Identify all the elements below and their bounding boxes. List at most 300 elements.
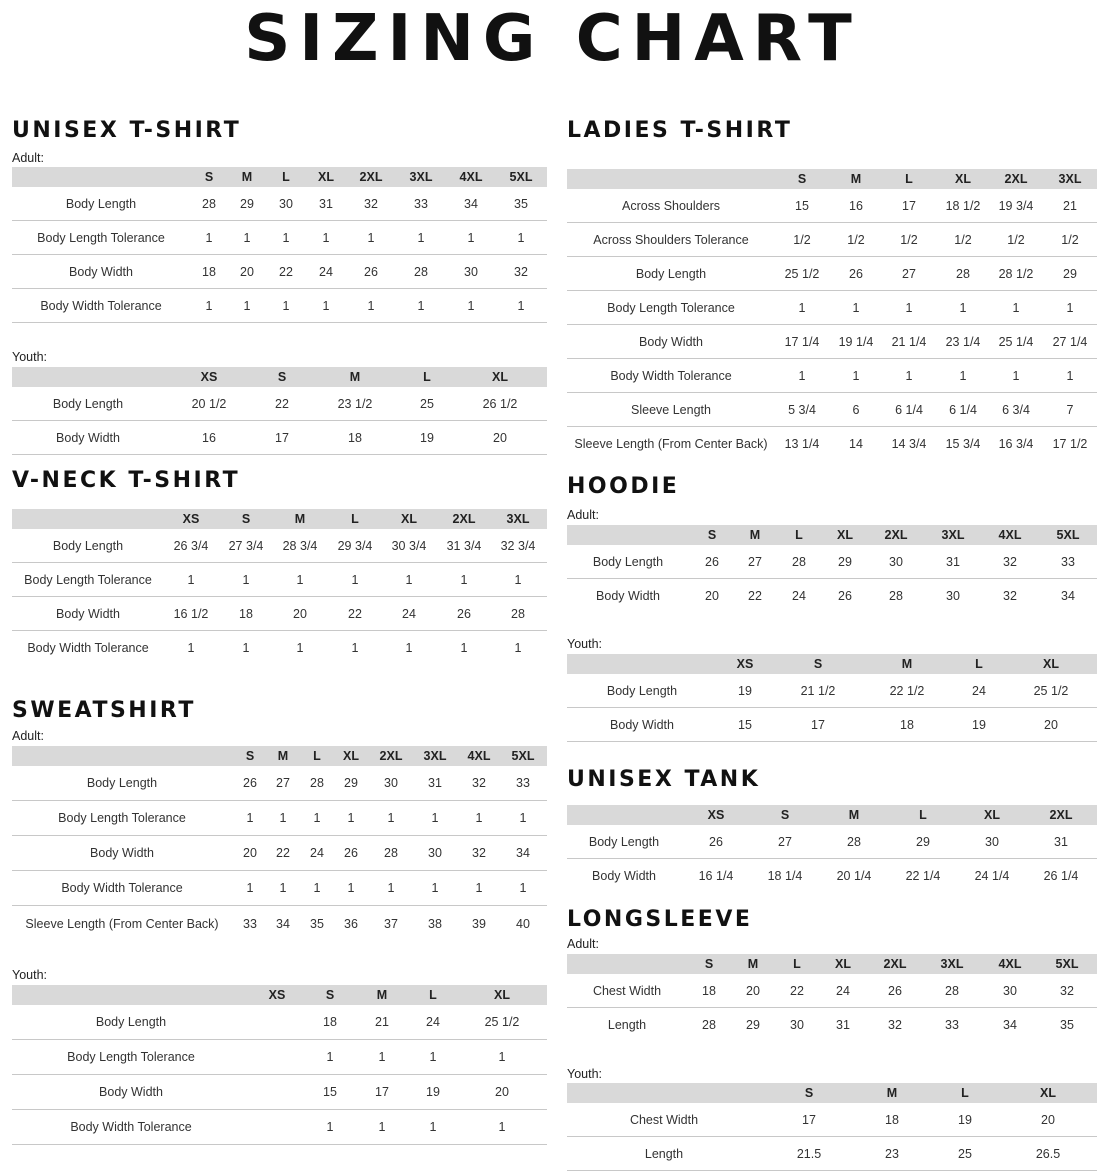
- ladies-tshirt-value-cell: 15: [795, 198, 809, 213]
- vneck-tshirt-table-row: [12, 597, 547, 631]
- unisex-tshirt-adult-value-cell: 32: [514, 264, 528, 279]
- sweatshirt-youth-table-row: [12, 1110, 547, 1145]
- sweatshirt-adult-value-cell: 34: [276, 916, 290, 931]
- longsleeve-youth-table: [567, 1083, 1097, 1171]
- ladies-tshirt-value-cell: 6 1/4: [895, 402, 923, 417]
- ladies-tshirt-value-cell: 1: [1012, 368, 1020, 383]
- longsleeve-adult-value-cell: 31: [836, 1018, 850, 1032]
- ladies-tshirt-value-cell: 1/2: [847, 232, 865, 247]
- ladies-tshirt-value-cell: 16 3/4: [998, 437, 1034, 451]
- hoodie-youth-size-header: XS: [736, 657, 754, 671]
- unisex-tshirt-adult-value-cell: 1: [417, 230, 425, 245]
- hoodie-youth-table: [567, 654, 1097, 742]
- unisex-tshirt-youth-value-cell: 23 1/2: [337, 396, 373, 411]
- sweatshirt-adult-value-cell: 1: [347, 811, 355, 825]
- ladies-tshirt-size-header: S: [797, 172, 807, 186]
- unisex-tshirt-youth-value-cell: 22: [275, 396, 289, 411]
- section-title-vneck-tshirt: V-NECK T-SHIRT: [12, 468, 241, 493]
- sweatshirt-adult-value-cell: 22: [276, 846, 290, 860]
- ladies-tshirt-value-cell: 17 1/2: [1052, 437, 1088, 451]
- unisex-tshirt-adult-size-header: 3XL: [409, 170, 433, 184]
- vneck-tshirt-size-header: XL: [401, 512, 417, 526]
- unisex-tshirt-youth-size-header: L: [423, 370, 431, 384]
- sweatshirt-youth-value-cell: 25 1/2: [484, 1015, 520, 1029]
- sweatshirt-adult-size-header: M: [277, 749, 289, 763]
- vneck-tshirt-table-row: [12, 631, 547, 665]
- unisex-tank-table-row: [567, 859, 1097, 893]
- vneck-tshirt-header-row: [12, 509, 547, 529]
- longsleeve-adult-value-cell: 24: [836, 983, 850, 998]
- sweatshirt-adult-value-cell: 33: [516, 776, 530, 790]
- unisex-tshirt-adult-table: [12, 167, 547, 323]
- sweatshirt-adult-value-cell: 36: [344, 916, 358, 931]
- section-title-ladies-tshirt: LADIES T-SHIRT: [567, 118, 793, 143]
- longsleeve-youth-value-cell: 17: [802, 1112, 816, 1127]
- sweatshirt-adult-value-cell: 20: [243, 846, 257, 860]
- vneck-tshirt-value-cell: 24: [402, 606, 416, 621]
- ladies-tshirt-value-cell: 15 3/4: [945, 437, 981, 451]
- unisex-tank-row-label: Body Length: [588, 834, 660, 849]
- longsleeve-adult-table: [567, 954, 1097, 1042]
- sweatshirt-youth-header-row: [12, 985, 547, 1005]
- sweatshirt-adult-value-cell: 1: [279, 811, 287, 825]
- hoodie-youth-value-cell: 18: [900, 717, 914, 732]
- sweatshirt-adult-value-cell: 1: [246, 881, 254, 895]
- unisex-tshirt-adult-value-cell: 1: [322, 298, 330, 313]
- sweatshirt-youth-value-cell: 1: [378, 1120, 386, 1134]
- vneck-tshirt-size-header: L: [351, 512, 359, 526]
- vneck-tshirt-size-header: 3XL: [506, 512, 530, 526]
- longsleeve-adult-value-cell: 29: [746, 1018, 760, 1032]
- unisex-tshirt-adult-value-cell: 29: [240, 196, 254, 211]
- sweatshirt-youth-row-label: Body Length Tolerance: [67, 1050, 195, 1064]
- sweatshirt-adult-value-cell: 30: [384, 776, 398, 790]
- hoodie-adult-value-cell: 20: [705, 589, 719, 603]
- sweatshirt-youth-table-row: [12, 1005, 547, 1040]
- ladies-tshirt-table-row: [567, 359, 1097, 393]
- vneck-tshirt-value-cell: 30 3/4: [391, 538, 427, 553]
- sweatshirt-adult-value-cell: 26: [243, 776, 257, 790]
- longsleeve-adult-value-cell: 32: [1060, 983, 1074, 998]
- longsleeve-adult-row-label: Length: [607, 1018, 647, 1032]
- unisex-tshirt-youth-row-label: Body Width: [56, 430, 120, 445]
- section-title-unisex-tank: UNISEX TANK: [567, 767, 761, 792]
- unisex-tshirt-youth-header-row: [12, 367, 547, 387]
- sweatshirt-youth-value-cell: [247, 1075, 307, 1109]
- ladies-tshirt-row-label: Body Length: [635, 266, 707, 281]
- ladies-tshirt-row-label: Sleeve Length (From Center Back): [574, 437, 768, 451]
- hoodie-adult-table: [567, 525, 1097, 613]
- unisex-tshirt-adult-value-cell: 1: [367, 298, 375, 313]
- sweatshirt-adult-value-cell: 1: [313, 881, 321, 895]
- sweatshirt-youth-size-header: L: [429, 988, 437, 1002]
- ladies-tshirt-value-cell: 1/2: [900, 232, 918, 247]
- unisex-tank-value-cell: 22 1/4: [905, 869, 941, 883]
- hoodie-adult-value-cell: 32: [1003, 589, 1017, 603]
- unisex-tshirt-adult-value-cell: 1: [322, 230, 330, 245]
- ladies-tshirt-table-row: [567, 257, 1097, 291]
- vneck-tshirt-value-cell: 1: [405, 641, 413, 655]
- unisex-tshirt-adult-value-cell: 1: [517, 298, 525, 313]
- ladies-tshirt-value-cell: 1: [852, 300, 860, 315]
- unisex-tshirt-youth-value-cell: 25: [420, 396, 434, 411]
- unisex-tshirt-adult-size-header: 5XL: [509, 170, 533, 184]
- unisex-tshirt-adult-value-cell: 33: [414, 196, 428, 211]
- hoodie-adult-value-cell: 22: [748, 589, 762, 603]
- unisex-tshirt-adult-label: Adult:: [12, 151, 44, 165]
- longsleeve-adult-value-cell: 26: [888, 983, 902, 998]
- sweatshirt-adult-size-header: 5XL: [511, 749, 535, 763]
- sweatshirt-youth-table: [12, 985, 547, 1145]
- vneck-tshirt-size-header: S: [241, 512, 251, 526]
- unisex-tshirt-adult-value-cell: 1: [467, 298, 475, 313]
- unisex-tshirt-adult-size-header: 2XL: [359, 170, 383, 184]
- sweatshirt-adult-value-cell: 29: [344, 776, 358, 790]
- unisex-tshirt-adult-size-header: 4XL: [459, 170, 483, 184]
- sweatshirt-adult-row-label: Body Length Tolerance: [58, 811, 186, 825]
- sweatshirt-adult-value-cell: 32: [472, 846, 486, 860]
- vneck-tshirt-value-cell: 26 3/4: [173, 538, 209, 553]
- ladies-tshirt-value-cell: 19 3/4: [998, 198, 1034, 213]
- unisex-tshirt-adult-value-cell: 1: [282, 298, 290, 313]
- hoodie-adult-size-header: S: [707, 528, 717, 542]
- unisex-tshirt-adult-value-cell: 1: [517, 230, 525, 245]
- ladies-tshirt-table-row: [567, 291, 1097, 325]
- ladies-tshirt-value-cell: 6 3/4: [1002, 402, 1030, 417]
- hoodie-adult-value-cell: 24: [792, 589, 806, 603]
- longsleeve-adult-table-row: [567, 974, 1097, 1008]
- section-title-longsleeve: LONGSLEEVE: [567, 907, 753, 932]
- unisex-tshirt-youth-size-header: S: [277, 370, 287, 384]
- unisex-tshirt-adult-row-label: Body Width: [69, 264, 133, 279]
- sweatshirt-adult-value-cell: 1: [475, 811, 483, 825]
- unisex-tshirt-adult-table-row: [12, 255, 547, 289]
- sweatshirt-adult-value-cell: 1: [519, 811, 527, 825]
- longsleeve-youth-size-header: L: [961, 1086, 969, 1100]
- unisex-tshirt-adult-table-row: [12, 289, 547, 323]
- ladies-tshirt-value-cell: 27: [902, 266, 916, 281]
- vneck-tshirt-value-cell: 29 3/4: [337, 538, 373, 553]
- hoodie-adult-value-cell: 31: [946, 554, 960, 569]
- ladies-tshirt-value-cell: 1: [905, 368, 913, 383]
- longsleeve-youth-value-cell: 19: [958, 1112, 972, 1127]
- longsleeve-youth-value-cell: 23: [885, 1146, 899, 1161]
- sweatshirt-youth-value-cell: 1: [326, 1120, 334, 1134]
- unisex-tank-value-cell: 26: [709, 834, 723, 849]
- longsleeve-youth-row-label: Length: [644, 1146, 684, 1161]
- unisex-tshirt-adult-row-label: Body Length Tolerance: [37, 230, 165, 245]
- hoodie-youth-label: Youth:: [567, 637, 602, 651]
- unisex-tshirt-adult-row-label: Body Length: [65, 196, 137, 211]
- vneck-tshirt-value-cell: 1: [460, 572, 468, 587]
- sweatshirt-adult-value-cell: 1: [279, 881, 287, 895]
- sweatshirt-youth-size-header: XL: [494, 988, 510, 1002]
- unisex-tshirt-adult-size-header: L: [282, 170, 290, 184]
- hoodie-adult-value-cell: 28: [792, 554, 806, 569]
- longsleeve-adult-size-header: S: [704, 957, 714, 971]
- vneck-tshirt-row-label: Body Length: [52, 538, 124, 553]
- unisex-tshirt-youth-size-header: M: [349, 370, 361, 384]
- ladies-tshirt-value-cell: 28 1/2: [998, 266, 1034, 281]
- sweatshirt-adult-value-cell: 31: [428, 776, 442, 790]
- section-title-unisex-tshirt: UNISEX T-SHIRT: [12, 118, 242, 143]
- unisex-tshirt-adult-value-cell: 1: [367, 230, 375, 245]
- unisex-tshirt-youth-size-header: XS: [200, 370, 218, 384]
- sweatshirt-adult-value-cell: 1: [475, 881, 483, 895]
- ladies-tshirt-header-row: [567, 169, 1097, 189]
- sweatshirt-youth-value-cell: 24: [426, 1015, 440, 1029]
- sweatshirt-adult-size-header: 2XL: [379, 749, 403, 763]
- unisex-tank-row-label: Body Width: [592, 869, 656, 883]
- unisex-tshirt-adult-value-cell: 35: [514, 196, 528, 211]
- ladies-tshirt-value-cell: 1/2: [793, 232, 811, 247]
- ladies-tshirt-value-cell: 14: [849, 437, 863, 451]
- longsleeve-youth-size-header: M: [886, 1086, 898, 1100]
- sweatshirt-youth-size-header: S: [325, 988, 335, 1002]
- ladies-tshirt-value-cell: 1: [905, 300, 913, 315]
- hoodie-youth-value-cell: 17: [811, 717, 825, 732]
- vneck-tshirt-value-cell: 22: [348, 606, 362, 621]
- vneck-tshirt-value-cell: 1: [187, 641, 195, 655]
- ladies-tshirt-size-header: 2XL: [1004, 172, 1028, 186]
- longsleeve-adult-value-cell: 30: [1003, 983, 1017, 998]
- vneck-tshirt-value-cell: 1: [351, 641, 359, 655]
- vneck-tshirt-value-cell: 1: [514, 641, 522, 655]
- longsleeve-youth-table-row: [567, 1137, 1097, 1171]
- ladies-tshirt-table-row: [567, 427, 1097, 461]
- sweatshirt-adult-value-cell: 28: [310, 776, 324, 790]
- unisex-tshirt-youth-table: [12, 367, 547, 455]
- ladies-tshirt-value-cell: 17 1/4: [784, 334, 820, 349]
- hoodie-adult-size-header: L: [795, 528, 803, 542]
- ladies-tshirt-value-cell: 1/2: [1061, 232, 1079, 247]
- sweatshirt-youth-value-cell: 18: [323, 1015, 337, 1029]
- sweatshirt-adult-label: Adult:: [12, 729, 44, 743]
- sweatshirt-adult-value-cell: 1: [347, 881, 355, 895]
- vneck-tshirt-table: [12, 509, 547, 665]
- longsleeve-youth-size-header: S: [804, 1086, 814, 1100]
- vneck-tshirt-value-cell: 1: [296, 572, 304, 587]
- sweatshirt-adult-table-row: [12, 906, 547, 941]
- unisex-tank-size-header: XL: [984, 808, 1000, 822]
- sweatshirt-adult-value-cell: 28: [384, 846, 398, 860]
- ladies-tshirt-row-label: Body Width Tolerance: [610, 368, 732, 383]
- sweatshirt-adult-row-label: Sleeve Length (From Center Back): [25, 916, 219, 931]
- ladies-tshirt-value-cell: 26: [849, 266, 863, 281]
- longsleeve-adult-value-cell: 33: [945, 1018, 959, 1032]
- sweatshirt-adult-row-label: Body Length: [86, 776, 158, 790]
- unisex-tank-value-cell: 16 1/4: [698, 869, 734, 883]
- ladies-tshirt-row-label: Body Width: [639, 334, 703, 349]
- sweatshirt-youth-size-header: M: [376, 988, 388, 1002]
- hoodie-adult-value-cell: 33: [1061, 554, 1075, 569]
- sweatshirt-adult-table-row: [12, 836, 547, 871]
- sweatshirt-youth-value-cell: 17: [375, 1085, 389, 1099]
- sweatshirt-adult-table-row: [12, 766, 547, 801]
- longsleeve-adult-value-cell: 28: [702, 1018, 716, 1032]
- hoodie-youth-value-cell: 19: [738, 683, 752, 698]
- sweatshirt-adult-size-header: 3XL: [423, 749, 447, 763]
- hoodie-youth-value-cell: 25 1/2: [1033, 683, 1069, 698]
- vneck-tshirt-value-cell: 1: [460, 641, 468, 655]
- hoodie-adult-size-header: 5XL: [1056, 528, 1080, 542]
- vneck-tshirt-row-label: Body Width Tolerance: [27, 641, 149, 655]
- hoodie-adult-header-row: [567, 525, 1097, 545]
- unisex-tshirt-adult-value-cell: 20: [240, 264, 254, 279]
- unisex-tshirt-adult-value-cell: 1: [282, 230, 290, 245]
- ladies-tshirt-size-header: XL: [955, 172, 971, 186]
- hoodie-adult-table-row: [567, 545, 1097, 579]
- sweatshirt-youth-value-cell: 1: [429, 1120, 437, 1134]
- section-title-sweatshirt: SWEATSHIRT: [12, 698, 196, 723]
- sweatshirt-adult-value-cell: 40: [516, 916, 530, 931]
- sweatshirt-adult-size-header: L: [313, 749, 321, 763]
- sweatshirt-youth-value-cell: 1: [498, 1050, 506, 1064]
- vneck-tshirt-size-header: M: [294, 512, 306, 526]
- vneck-tshirt-row-label: Body Width: [56, 606, 120, 621]
- ladies-tshirt-value-cell: 25 1/2: [784, 266, 820, 281]
- unisex-tshirt-adult-table-row: [12, 187, 547, 221]
- vneck-tshirt-size-header: 2XL: [452, 512, 476, 526]
- longsleeve-youth-label: Youth:: [567, 1067, 602, 1081]
- vneck-tshirt-row-label: Body Length Tolerance: [24, 572, 152, 587]
- sweatshirt-adult-value-cell: 1: [387, 881, 395, 895]
- longsleeve-adult-value-cell: 30: [790, 1018, 804, 1032]
- ladies-tshirt-value-cell: 1/2: [1007, 232, 1025, 247]
- ladies-tshirt-value-cell: 1: [1066, 300, 1074, 315]
- sweatshirt-adult-size-header: S: [245, 749, 255, 763]
- ladies-tshirt-value-cell: 1: [959, 368, 967, 383]
- vneck-tshirt-value-cell: 1: [405, 572, 413, 587]
- unisex-tank-table: [567, 805, 1097, 893]
- hoodie-adult-size-header: M: [749, 528, 761, 542]
- hoodie-adult-value-cell: 27: [748, 554, 762, 569]
- hoodie-youth-value-cell: 22 1/2: [889, 683, 925, 698]
- unisex-tshirt-adult-value-cell: 34: [464, 196, 478, 211]
- ladies-tshirt-value-cell: 1: [798, 300, 806, 315]
- unisex-tank-value-cell: 28: [847, 834, 861, 849]
- longsleeve-youth-header-row: [567, 1083, 1097, 1103]
- longsleeve-adult-value-cell: 35: [1060, 1018, 1074, 1032]
- longsleeve-adult-size-header: M: [747, 957, 759, 971]
- unisex-tshirt-adult-value-cell: 18: [202, 264, 216, 279]
- hoodie-adult-value-cell: 26: [838, 589, 852, 603]
- longsleeve-youth-value-cell: 21.5: [796, 1146, 822, 1161]
- unisex-tshirt-youth-value-cell: 26 1/2: [482, 396, 518, 411]
- sweatshirt-youth-row-label: Body Width: [99, 1085, 163, 1099]
- longsleeve-youth-value-cell: 20: [1041, 1112, 1055, 1127]
- ladies-tshirt-table: [567, 169, 1097, 461]
- unisex-tshirt-adult-value-cell: 30: [464, 264, 478, 279]
- unisex-tank-value-cell: 30: [985, 834, 999, 849]
- longsleeve-adult-value-cell: 32: [888, 1018, 902, 1032]
- unisex-tank-header-row: [567, 805, 1097, 825]
- unisex-tshirt-adult-value-cell: 1: [205, 298, 213, 313]
- unisex-tshirt-adult-value-cell: 30: [279, 196, 293, 211]
- unisex-tshirt-adult-table-row: [12, 221, 547, 255]
- longsleeve-youth-row-label: Chest Width: [629, 1112, 699, 1127]
- longsleeve-adult-size-header: 3XL: [940, 957, 964, 971]
- vneck-tshirt-value-cell: 31 3/4: [446, 538, 482, 553]
- ladies-tshirt-value-cell: 23 1/4: [945, 334, 981, 349]
- sweatshirt-adult-value-cell: 38: [428, 916, 442, 931]
- sweatshirt-adult-value-cell: 1: [519, 881, 527, 895]
- hoodie-youth-size-header: L: [975, 657, 983, 671]
- ladies-tshirt-table-row: [567, 393, 1097, 427]
- unisex-tshirt-youth-table-row: [12, 387, 547, 421]
- ladies-tshirt-value-cell: 1: [798, 368, 806, 383]
- hoodie-adult-size-header: 2XL: [884, 528, 908, 542]
- ladies-tshirt-value-cell: 27 1/4: [1052, 334, 1088, 349]
- longsleeve-adult-size-header: L: [793, 957, 801, 971]
- hoodie-adult-row-label: Body Length: [592, 554, 664, 569]
- ladies-tshirt-value-cell: 28: [956, 266, 970, 281]
- sweatshirt-adult-header-row: [12, 746, 547, 766]
- sweatshirt-adult-value-cell: 30: [428, 846, 442, 860]
- hoodie-youth-row-label: Body Length: [606, 683, 678, 698]
- hoodie-adult-value-cell: 29: [838, 554, 852, 569]
- longsleeve-adult-value-cell: 20: [746, 983, 760, 998]
- hoodie-youth-size-header: M: [901, 657, 913, 671]
- unisex-tshirt-adult-value-cell: 32: [364, 196, 378, 211]
- longsleeve-youth-value-cell: 25: [958, 1146, 972, 1161]
- ladies-tshirt-value-cell: 16: [849, 198, 863, 213]
- vneck-tshirt-value-cell: 1: [242, 572, 250, 587]
- hoodie-youth-value-cell: 24: [972, 683, 986, 698]
- hoodie-adult-size-header: 3XL: [941, 528, 965, 542]
- sweatshirt-youth-value-cell: [247, 1040, 307, 1074]
- longsleeve-adult-size-header: 4XL: [998, 957, 1022, 971]
- longsleeve-adult-row-label: Chest Width: [592, 983, 662, 998]
- longsleeve-adult-value-cell: 22: [790, 983, 804, 998]
- sweatshirt-youth-value-cell: [247, 1005, 307, 1039]
- sweatshirt-adult-value-cell: 34: [516, 846, 530, 860]
- vneck-tshirt-value-cell: 27 3/4: [228, 538, 264, 553]
- sweatshirt-adult-value-cell: 32: [472, 776, 486, 790]
- hoodie-adult-table-row: [567, 579, 1097, 613]
- hoodie-youth-value-cell: 15: [738, 717, 752, 732]
- sweatshirt-youth-row-label: Body Length: [95, 1015, 167, 1029]
- sweatshirt-adult-table-row: [12, 871, 547, 906]
- ladies-tshirt-value-cell: 7: [1066, 402, 1074, 417]
- unisex-tank-size-header: S: [780, 808, 790, 822]
- ladies-tshirt-value-cell: 21 1/4: [891, 334, 927, 349]
- section-title-hoodie: HOODIE: [567, 474, 680, 499]
- unisex-tshirt-adult-value-cell: 26: [364, 264, 378, 279]
- sweatshirt-youth-row-label: Body Width Tolerance: [70, 1120, 192, 1134]
- longsleeve-adult-size-header: 2XL: [883, 957, 907, 971]
- unisex-tank-size-header: M: [848, 808, 860, 822]
- unisex-tshirt-youth-size-header: XL: [492, 370, 508, 384]
- unisex-tshirt-adult-value-cell: 1: [467, 230, 475, 245]
- page-title: SIZING CHART: [244, 2, 861, 76]
- unisex-tank-value-cell: 24 1/4: [974, 869, 1010, 883]
- sweatshirt-adult-value-cell: 37: [384, 916, 398, 931]
- unisex-tshirt-adult-value-cell: 22: [279, 264, 293, 279]
- sweatshirt-adult-table: [12, 746, 547, 941]
- hoodie-adult-value-cell: 30: [946, 589, 960, 603]
- ladies-tshirt-row-label: Across Shoulders Tolerance: [593, 232, 749, 247]
- unisex-tshirt-youth-table-row: [12, 421, 547, 455]
- vneck-tshirt-size-header: XS: [182, 512, 200, 526]
- unisex-tshirt-youth-label: Youth:: [12, 350, 47, 364]
- ladies-tshirt-value-cell: 6: [852, 402, 860, 417]
- longsleeve-adult-header-row: [567, 954, 1097, 974]
- longsleeve-adult-value-cell: 28: [945, 983, 959, 998]
- unisex-tank-value-cell: 31: [1054, 834, 1068, 849]
- unisex-tank-value-cell: 20 1/4: [836, 869, 872, 883]
- sweatshirt-adult-value-cell: 1: [313, 811, 321, 825]
